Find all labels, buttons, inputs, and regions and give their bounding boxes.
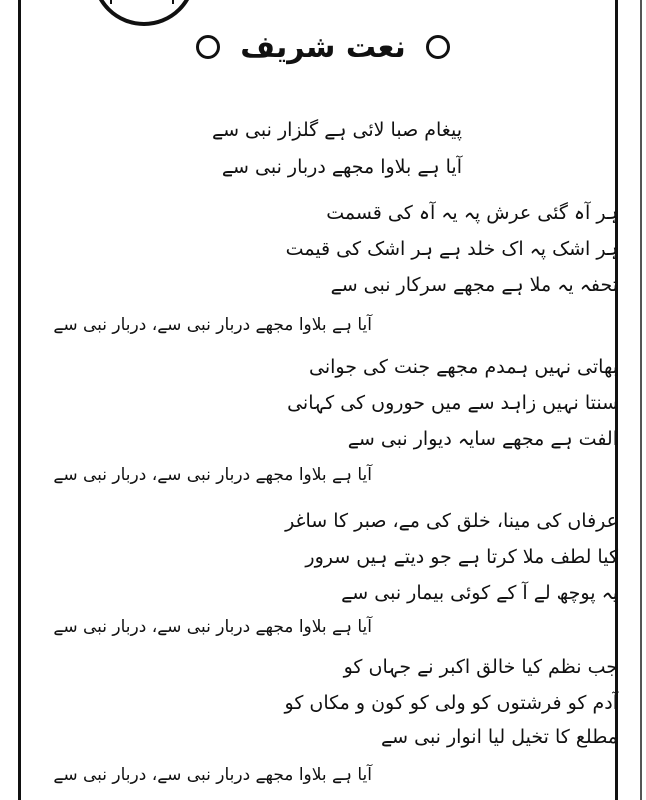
refrain-line: آیا ہے بلاوا مجھے دربار نبی سے، دربار نبی سے [53, 765, 372, 785]
refrain-line: آیا ہے بلاوا مجھے دربار نبی سے، دربار نبی سے [53, 315, 372, 335]
poem-line: تحفہ یہ ملا ہے مجھے سرکار نبی سے [330, 274, 618, 296]
poem-line: آدم کو فرشتوں کو ولی کو کون و مکاں کو [284, 692, 618, 714]
poem-line: ہر اشک پہ اک خلد ہے ہر اشک کی قیمت [285, 238, 618, 260]
refrain-line: آیا ہے بلاوا مجھے دربار نبی سے، دربار نبی سے [53, 617, 372, 637]
poem-line: سنتا نہیں زاہد سے میں حوروں کی کہانی [287, 392, 618, 414]
poem-line: الفت ہے مجھے سایہ دیوار نبی سے [347, 428, 618, 450]
poem-line: بھاتی نہیں ہمدم مجھے جنت کی جوانی [309, 356, 618, 378]
poem-line: یہ پوچھ لے آ کے کوئی بیمار نبی سے [341, 582, 618, 604]
poem-line: جب نظم کیا خالق اکبر نے جہاں کو [343, 656, 618, 678]
poem-line: ہر آہ گئی عرش پہ یہ آہ کی قسمت [326, 202, 618, 224]
poem-line: کیا لطف ملا کرتا ہے جو دیتے ہیں سرور [305, 546, 618, 568]
poem-line: مطلع کا تخیل لیا انوار نبی سے [381, 726, 618, 748]
page-title: نعت شریف [240, 29, 406, 65]
poem-line: پیغام صبا لائی ہے گلزار نبی سے [211, 119, 462, 141]
refrain-line: آیا ہے بلاوا مجھے دربار نبی سے، دربار نبی سے [53, 465, 372, 485]
poem-line: عرفاں کی مینا، خلق کی مے، صبر کا ساغر [285, 510, 618, 532]
poem-line: آیا ہے بلاوا مجھے دربار نبی سے [221, 156, 462, 178]
